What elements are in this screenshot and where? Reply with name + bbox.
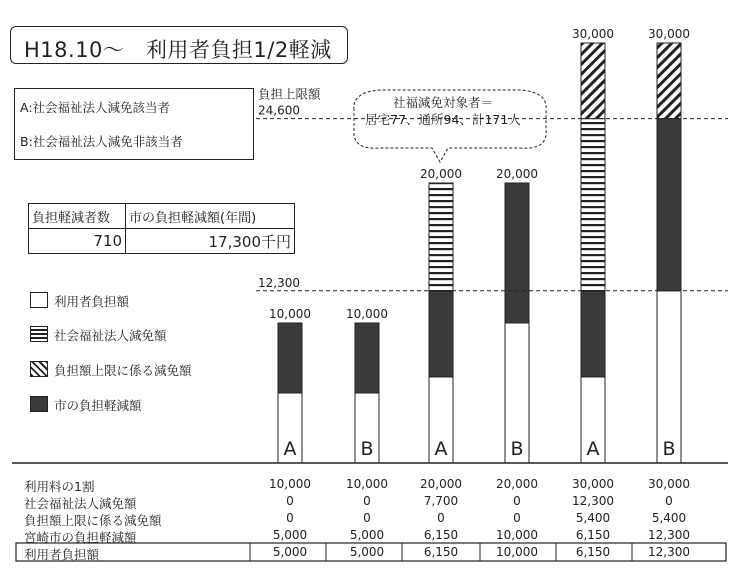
callout-line-1: 社福減免対象者＝	[392, 95, 493, 110]
bar-total-label-5: 30,000	[648, 27, 690, 41]
breakdown-cell-3-1: 5,000	[349, 528, 385, 542]
category-b-label: B:社会福祉法人減免非該当者	[20, 134, 183, 149]
legend-label-upper-limit: 負担額上限に係る減免額	[54, 363, 192, 378]
bar-total-label-4: 30,000	[572, 27, 614, 41]
breakdown-cell-4-4: 6,150	[575, 545, 611, 559]
reference-label-top-0: 負担上限額	[258, 86, 321, 102]
breakdown-cell-4-0: 5,000	[272, 545, 308, 559]
bar-category-label-0: A	[283, 438, 297, 460]
breakdown-cell-4-2: 6,150	[423, 545, 459, 559]
bar-total-label-1: 10,000	[346, 307, 388, 321]
breakdown-cell-4-1: 5,000	[349, 545, 385, 559]
reference-label-1: 12,300	[258, 275, 300, 290]
bar-total-label-2: 20,000	[420, 167, 462, 181]
breakdown-cell-0-4: 30,000	[572, 477, 614, 491]
bar-total-label-0: 10,000	[269, 307, 311, 321]
category-a-label: A:社会福祉法人減免該当者	[20, 100, 171, 115]
breakdown-cell-2-0: 0	[286, 511, 294, 525]
breakdown-cell-2-3: 0	[513, 511, 521, 525]
breakdown-cell-2-4: 5,400	[575, 511, 611, 525]
breakdown-cell-3-0: 5,000	[272, 528, 308, 542]
breakdown-cell-0-1: 10,000	[346, 477, 388, 491]
legend-label-user-burden: 利用者負担額	[54, 294, 130, 309]
breakdown-cell-3-5: 12,300	[648, 528, 690, 542]
bar-4-city-reduction	[581, 291, 605, 377]
breakdown-cell-0-5: 30,000	[648, 477, 690, 491]
page-title: H18.10～ 利用者負担1/2軽減	[24, 38, 332, 62]
breakdown-cell-0-3: 20,000	[496, 477, 538, 491]
breakdown-cell-1-2: 7,700	[423, 494, 459, 508]
bar-category-label-1: B	[360, 438, 374, 460]
reference-label-0: 24,600	[258, 103, 300, 118]
breakdown-cell-1-3: 0	[513, 494, 521, 508]
breakdown-cell-4-3: 10,000	[496, 545, 538, 559]
breakdown-cell-2-5: 5,400	[651, 511, 687, 525]
bar-category-label-4: A	[586, 438, 600, 460]
breakdown-row-label-4: 利用者負担額	[24, 547, 100, 562]
bar-5-upper-limit	[657, 43, 681, 119]
breakdown-row-label-1: 社会福祉法人減免額	[24, 496, 137, 511]
legend-label-city-reduction: 市の負担軽減額	[54, 398, 142, 413]
bar-4-upper-limit	[581, 43, 605, 119]
bar-5-city-reduction	[657, 119, 681, 291]
bar-category-label-5: B	[662, 438, 676, 460]
breakdown-cell-1-5: 0	[665, 494, 673, 508]
breakdown-row-label-0: 利用料の1割	[24, 479, 95, 494]
bar-category-label-2: A	[434, 438, 448, 460]
bar-2-social-welfare	[429, 183, 453, 291]
callout-line-2: 居宅77、通所94、計171人	[365, 112, 521, 127]
breakdown-cell-2-2: 0	[437, 511, 445, 525]
bar-category-label-3: B	[510, 438, 524, 460]
breakdown-cell-0-0: 10,000	[269, 477, 311, 491]
breakdown-cell-3-2: 6,150	[423, 528, 459, 542]
stats-count: 710	[29, 229, 126, 254]
breakdown-cell-4-5: 12,300	[648, 545, 690, 559]
breakdown-row-label-2: 負担額上限に係る減免額	[24, 513, 162, 528]
breakdown-row-label-3: 宮崎市の負担軽減額	[24, 530, 137, 545]
stats-amount: 17,300千円	[126, 229, 295, 254]
breakdown-cell-3-3: 10,000	[496, 528, 538, 542]
bar-4-social-welfare	[581, 119, 605, 291]
bar-2-city-reduction	[429, 291, 453, 377]
callout-text	[348, 94, 538, 128]
stats-header-amount: 市の負担軽減額(年間)	[126, 204, 295, 229]
breakdown-cell-1-0: 0	[286, 494, 294, 508]
breakdown-cell-1-1: 0	[363, 494, 371, 508]
bar-total-label-3: 20,000	[496, 167, 538, 181]
breakdown-cell-1-4: 12,300	[572, 494, 614, 508]
bar-3-city-reduction	[505, 183, 529, 323]
breakdown-cell-0-2: 20,000	[420, 477, 462, 491]
legend-label-social-welfare: 社会福祉法人減免額	[54, 328, 167, 343]
bar-0-city-reduction	[278, 323, 302, 393]
stats-header-count: 負担軽減者数	[29, 204, 126, 229]
bar-1-city-reduction	[355, 323, 379, 393]
breakdown-cell-2-1: 0	[363, 511, 371, 525]
breakdown-cell-3-4: 6,150	[575, 528, 611, 542]
